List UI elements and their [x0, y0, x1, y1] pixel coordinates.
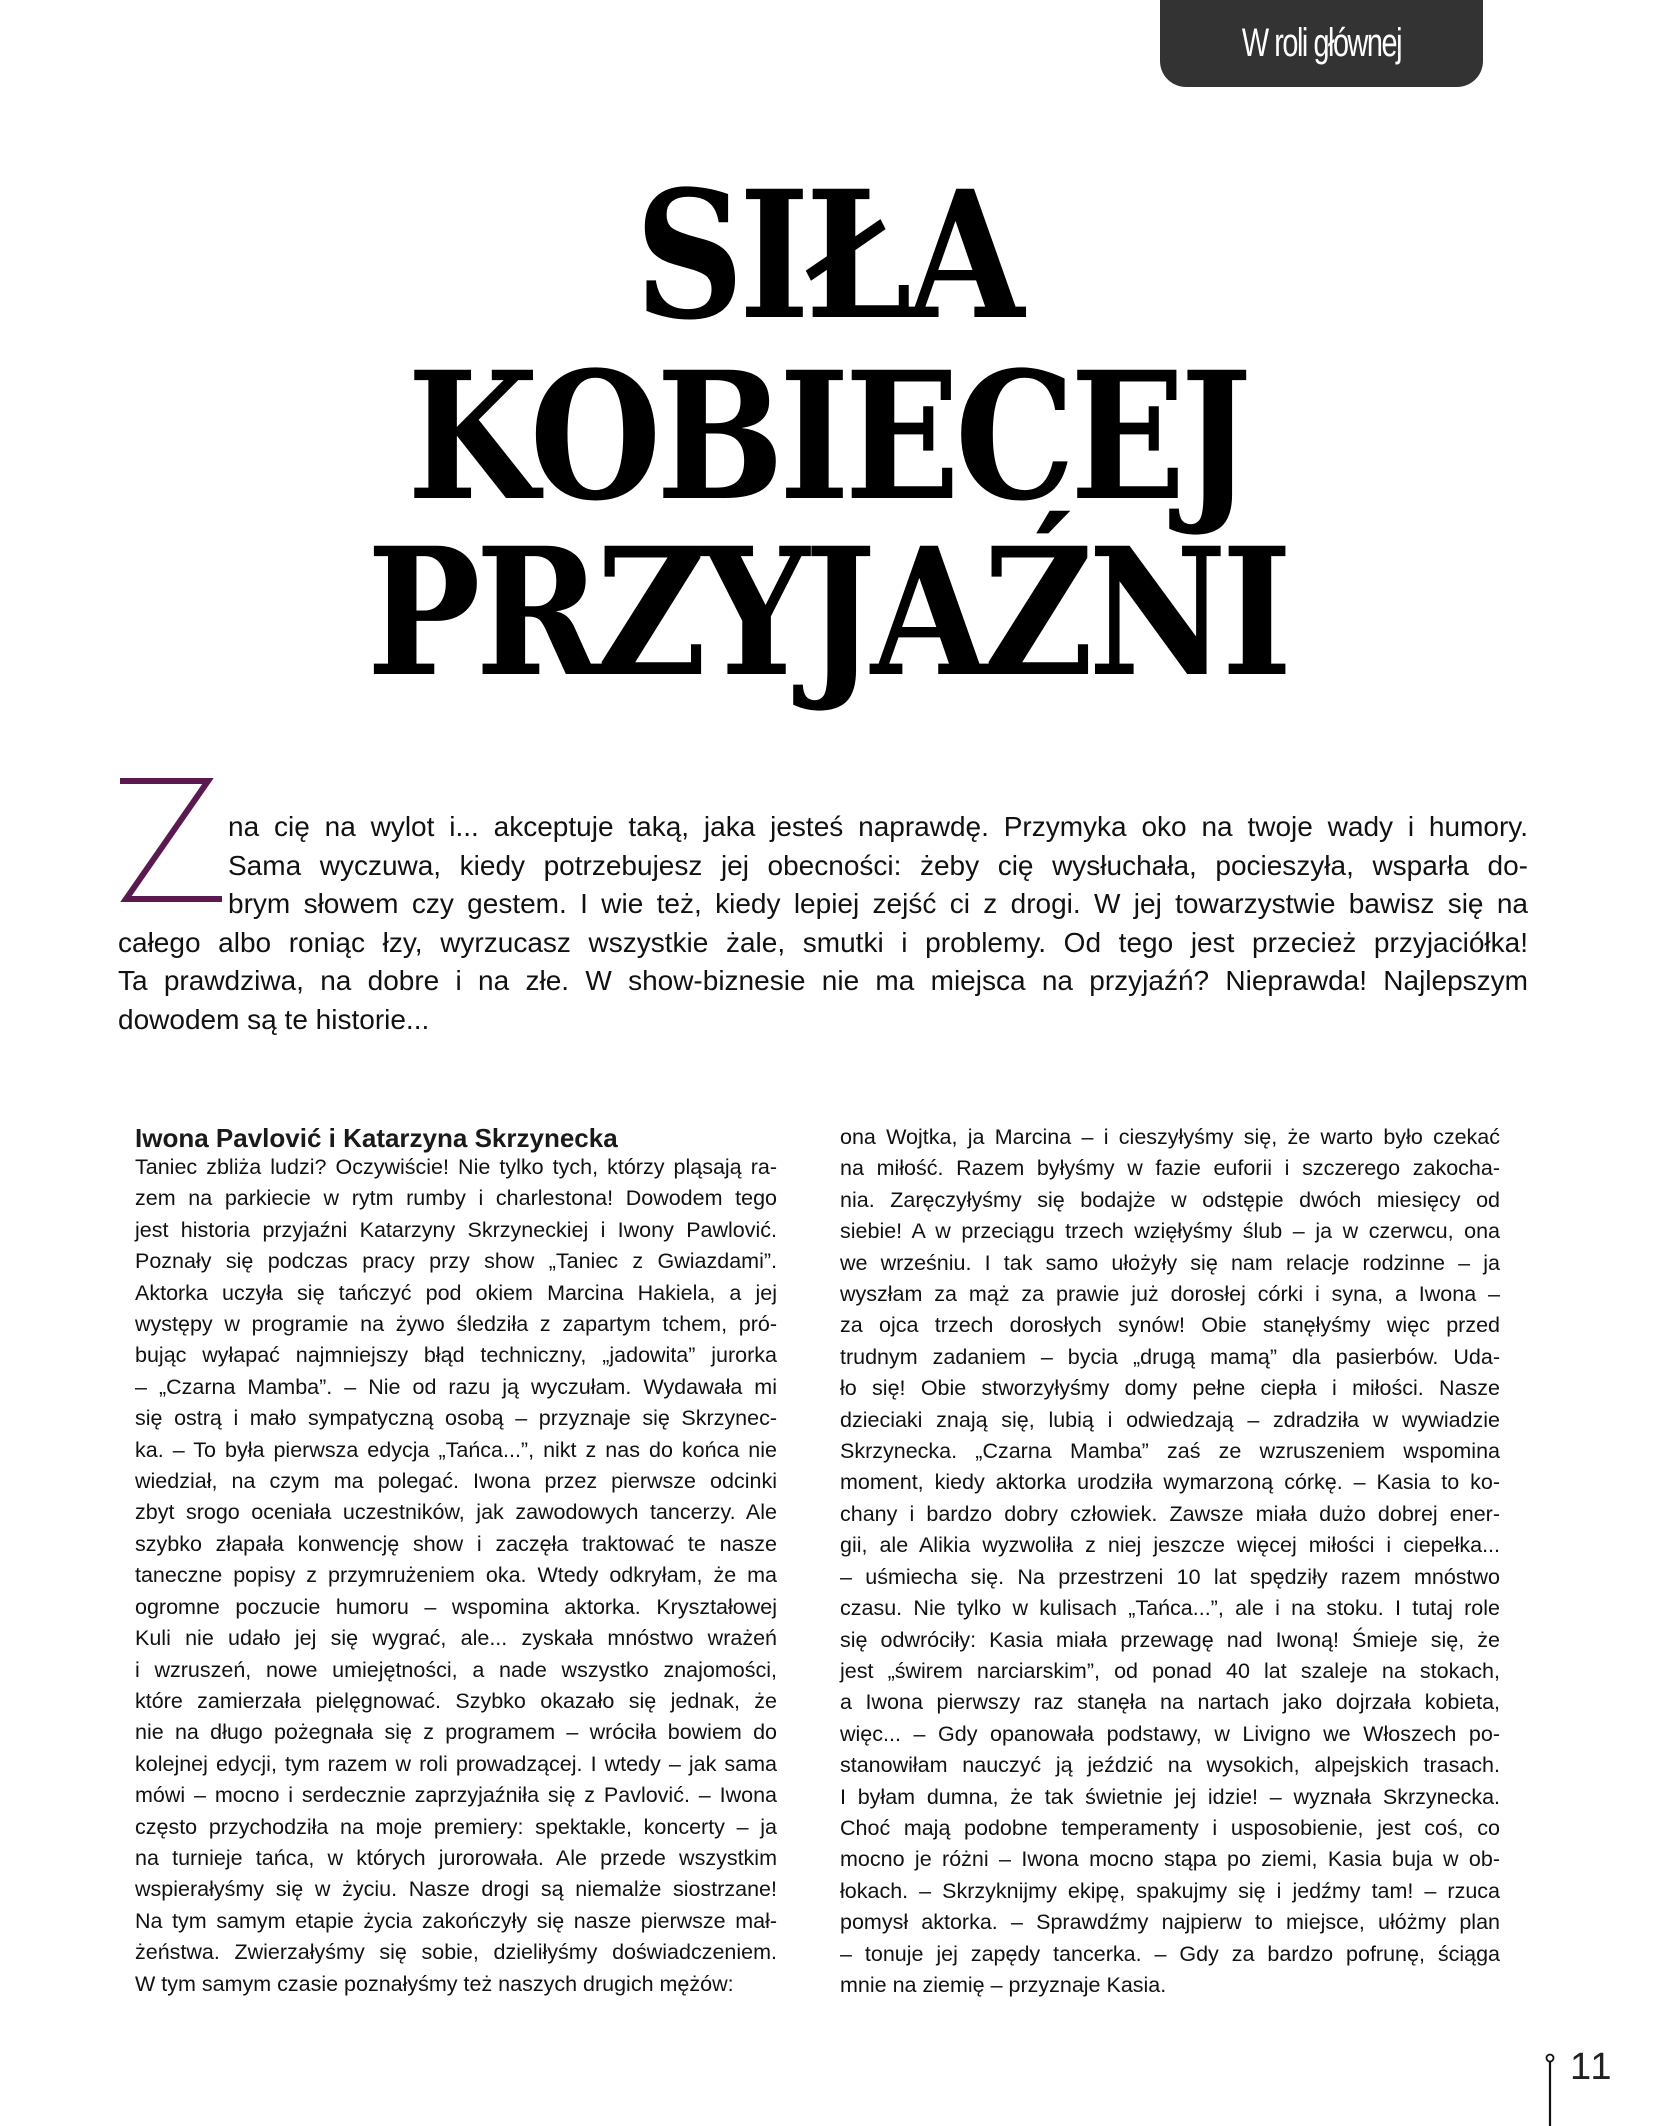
intro-paragraph	[118, 808, 1528, 1039]
article-line: – uśmiecha się. Na przestrzeni 10 lat spędziły razem mnóstwo	[840, 1564, 1500, 1589]
intro-line: Ta prawdziwa, na dobre i na złe. W show-biznesie nie ma miejsca na przyjaźń? Nieprawda! Najlepszym	[118, 965, 1528, 996]
article-line: mocno je różni – Iwona mocno stąpa po ziemi, Kasia buja w ob-	[840, 1847, 1500, 1872]
article-line: Choć mają podobne temperamenty i usposobienie, jest coś, co	[840, 1815, 1500, 1840]
article-line: Kuli nie udało jej się wygrać, ale... zyskała mnóstwo wrażeń	[135, 1626, 777, 1651]
article-line: Poznały się podczas pracy przy show „Taniec z Gwiazdami”.	[135, 1249, 777, 1274]
article-line: kolejnej edycji, tym razem w roli prowadzącej. I wtedy – jak sama	[135, 1751, 777, 1776]
article-line: szybko złapała konwencję show i zaczęła traktować te nasze	[135, 1531, 777, 1556]
article-line: I byłam dumna, że tak świetnie jej idzie! – wyznała Skrzynecka.	[840, 1784, 1500, 1809]
article-line: Na tym samym etapie życia zakończyły się nasze pierwsze mał-	[135, 1908, 777, 1933]
article-line: wyszłam za mąż za prawie już dorosłej córki i syna, a Iwona –	[840, 1282, 1500, 1307]
article-line: wspierałyśmy się w życiu. Nasze drogi są niemalże siostrzane!	[135, 1877, 777, 1902]
article-line: we wrześniu. I tak samo ułożyły się nam relacje rodzinne – ja	[840, 1250, 1500, 1275]
left-column-text	[135, 1152, 777, 2000]
article-line: ona Wojtka, ja Marcina – i cieszyłyśmy się, że warto było czekać	[840, 1125, 1500, 1149]
article-line: dzieciaki znają się, lubią i odwiedzają – zdradziła w wywiadzie	[840, 1407, 1500, 1432]
page-marker-icon	[1545, 2053, 1555, 2126]
article-line: gii, ale Alikia wyzwoliła z niej jeszcze więcej miłości i ciepełka...	[840, 1533, 1500, 1558]
intro-line: na cię na wylot i... akceptuje taką, jaka jesteś naprawdę. Przymyka oko na twoje wady i humory.	[228, 811, 1528, 842]
headline-line-1	[0, 152, 1654, 359]
article-line: trudnym zadaniem – bycia „drugą mamą” dla pasierbów. Uda-	[840, 1344, 1500, 1369]
article-line: ka. – To była pierwsza edycja „Tańca...”, nikt z nas do końca nie	[135, 1437, 777, 1462]
article-line: nia. Zaręczyłyśmy się bodajże w odstępie dwóch miesięcy od	[840, 1187, 1500, 1212]
article-line: taneczne popisy z przymrużeniem oka. Wtedy odkryłam, że ma	[135, 1563, 777, 1588]
article-column-left	[135, 1122, 777, 2000]
article-line: Aktorka uczyła się tańczyć pod okiem Marcina Hakiela, a jej	[135, 1280, 777, 1305]
article-line: mnie na ziemię – przyznaje Kasia.	[840, 1972, 1167, 1997]
article-line: za ojca trzech dorosłych synów! Obie stanęłyśmy więc przed	[840, 1313, 1500, 1338]
article-line: chany i bardzo dobry człowiek. Zawsze miała dużo dobrej ener-	[840, 1501, 1500, 1526]
article-line: moment, kiedy aktorka urodziła wymarzoną córkę. – Kasia to ko-	[840, 1470, 1500, 1495]
article-line: pomysł aktorka. – Sprawdźmy najpierw to miejsce, ułóżmy plan	[840, 1910, 1500, 1935]
article-line: a Iwona pierwszy raz stanęła na nartach jako dojrzała kobieta,	[840, 1690, 1500, 1715]
article-line: jest „świrem narciarskim”, od ponad 40 lat szaleje na stokach,	[840, 1658, 1500, 1683]
article-line: i wzruszeń, nowe umiejętności, a nade wszystko znajomości,	[135, 1657, 777, 1682]
article-line: często przychodziła na moje premiery: spektakle, koncerty – ja	[135, 1814, 777, 1839]
article-line: mówi – mocno i serdecznie zaprzyjaźniła się z Pavlović. – Iwona	[135, 1783, 777, 1808]
article-line: czasu. Nie tylko w kulisach „Tańca...”, ale i na stoku. I tutaj role	[840, 1596, 1500, 1621]
article-column-right	[840, 1122, 1500, 2001]
section-tab	[1160, 0, 1483, 87]
article-line: siebie! A w przeciągu trzech wzięłyśmy ślub – ja w czerwcu, ona	[840, 1219, 1500, 1244]
article-line: się ostrą i mało sympatyczną osobą – przyznaje się Skrzynec-	[135, 1406, 777, 1431]
article-line: wiedział, na czym ma polegać. Iwona przez pierwsze odcinki	[135, 1469, 777, 1494]
article-line: żeństwa. Zwierzałyśmy się sobie, dzieliłyśmy doświadczeniem.	[135, 1940, 777, 1965]
article-line: W tym samym czasie poznałyśmy też naszych drugich mężów:	[135, 1971, 734, 1996]
headline-text: PRZYJAŹNI	[366, 509, 1288, 716]
article-line: które zamierzała pielęgnować. Szybko okazało się jednak, że	[135, 1688, 777, 1713]
section-tab-label: W roli głównej	[1241, 21, 1402, 65]
headline-line-2	[0, 333, 1654, 540]
article-line: ło się! Obie stworzyłyśmy domy pełne ciepła i miłości. Nasze	[840, 1376, 1500, 1401]
headline-line-3	[0, 509, 1654, 716]
article-line: – „Czarna Mamba”. – Nie od razu ją wyczułam. Wydawała mi	[135, 1374, 777, 1399]
intro-line: brym słowem czy gestem. I wie też, kiedy lepiej zejść ci z drogi. W jej towarzystwie bawisz się na	[228, 888, 1528, 919]
article-line: bując wyłapać najmniejszy błąd techniczny, „jadowita” jurorka	[135, 1343, 777, 1368]
article-line: Skrzynecka. „Czarna Mamba” zaś ze wzruszeniem wspomina	[840, 1439, 1500, 1464]
article-line: zbyt srogo oceniała uczestników, jak zawodowych tancerzy. Ale	[135, 1500, 777, 1525]
article-line: się odwróciły: Kasia miała przewagę nad Iwoną! Śmieje się, że	[840, 1627, 1500, 1652]
article-line: zem na parkiecie w rytm rumby i charlestona! Dowodem tego	[135, 1186, 777, 1211]
article-line: więc... – Gdy opanowała podstawy, w Livigno we Włoszech po-	[840, 1721, 1500, 1746]
article-line: stanowiłam nauczyć ją jeździć na wysokich, alpejskich trasach.	[840, 1753, 1500, 1778]
intro-line: dowodem są te historie...	[118, 1003, 430, 1035]
article-line: – tonuje jej zapędy tancerka. – Gdy za bardzo pofrunę, ściąga	[840, 1941, 1500, 1966]
page-number: 11	[1570, 2046, 1614, 2088]
article-line: występy w programie na żywo śledziła z zapartym tchem, pró-	[135, 1312, 777, 1337]
intro-line: Sama wyczuwa, kiedy potrzebujesz jej obecności: żeby cię wysłuchała, pocieszyła, wsparła do-	[228, 849, 1528, 881]
headline-text: KOBIECEJ	[407, 333, 1247, 540]
article-line: na turnieje tańca, w których jurorowała. Ale przede wszystkim	[135, 1845, 777, 1870]
article-line: Taniec zbliża ludzi? Oczywiście! Nie tylko tych, którzy pląsają ra-	[135, 1155, 777, 1179]
right-column-text	[840, 1122, 1500, 2001]
article-line: nie na długo pożegnała się z programem – wróciła bowiem do	[135, 1720, 777, 1745]
article-line: jest historia przyjaźni Katarzyny Skrzyneckiej i Iwony Pawlović.	[135, 1217, 777, 1242]
article-line: ogromne poczucie humoru – wspomina aktorka. Kryształowej	[135, 1594, 777, 1619]
article-heading: Iwona Pavlović i Katarzyna Skrzynecka	[135, 1123, 618, 1153]
headline-text: SIŁA	[634, 152, 1020, 359]
article-line: na miłość. Razem byłyśmy w fazie euforii i szczerego zakocha-	[840, 1156, 1500, 1181]
article-line: łokach. – Skrzyknijmy ekipę, spakujmy się i jedźmy tam! – rzuca	[840, 1878, 1500, 1903]
intro-line: całego albo roniąc łzy, wyrzucasz wszystkie żale, smutki i problemy. Od tego jest przecież przyjaciółka!	[118, 926, 1528, 958]
